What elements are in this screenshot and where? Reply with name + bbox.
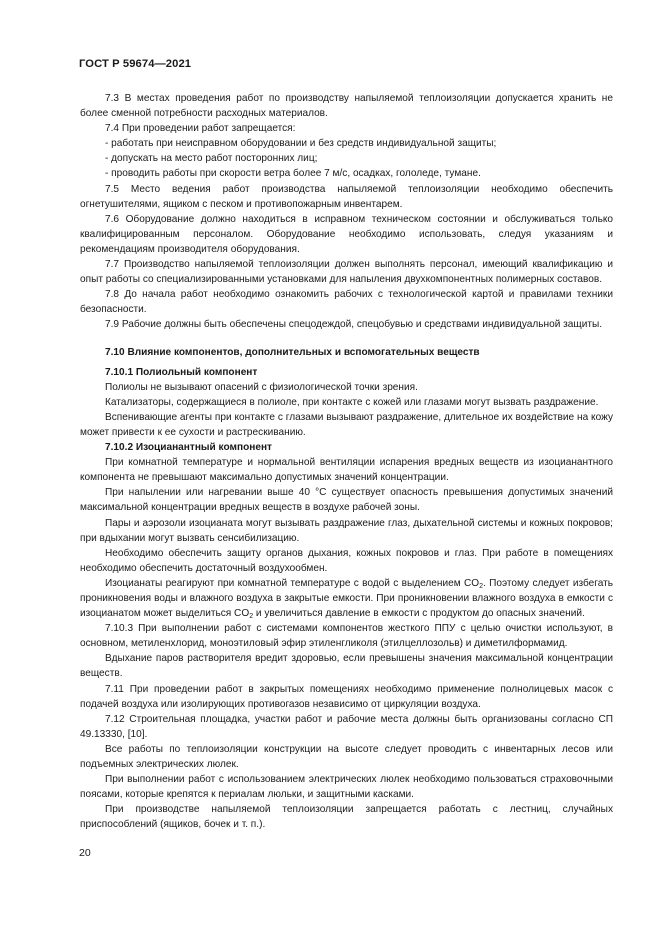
paragraph: Вдыхание паров растворителя вредит здоровью, если превышены значения максимальной концентрации веществ. <box>80 653 613 680</box>
paragraph: Пары и аэрозоли изоцианата могут вызывать раздражение глаз, дыхательной системы и кожных покровов; при вдыхании могут вызвать сенсибилизацию. <box>80 517 613 544</box>
clause-7-6: 7.6 Оборудование должно находиться в исправном техническом состоянии и обслуживаться только квалифицированным персоналом. Оборудование необходимо использовать, следуя указаниям и рекомендациям производителя оборудования. <box>80 213 613 255</box>
document-header <box>79 58 191 70</box>
paragraph: При выполнении работ с использованием электрических люлек необходимо пользоваться страховочными поясами, которые крепятся к периалам люльки, и защитными касками. <box>80 774 613 801</box>
clause-7-12: 7.12 Строительная площадка, участки работ и рабочие места должны быть организованы согласно СП 49.13330, [10]. <box>80 713 613 740</box>
list-item: - проводить работы при скорости ветра более 7 м/с, осадках, гололеде, тумане. <box>105 168 481 180</box>
clause-7-4: 7.4 При проведении работ запрещается: <box>105 123 296 135</box>
paragraph: При производстве напыляемой теплоизоляции запрещается работать с лестниц, случайных приспособлений (ящиков, бочек и т. п.). <box>80 804 613 831</box>
text-run: и увеличиться давление в емкости с продуктом до опасных значений. <box>253 608 585 620</box>
text-run: . Поэтому следует избегать проникновения воды и влажного воздуха в закрытые емкости. При проникновении влажного воздуха в емкости с изоцианатом может выделиться CO <box>80 577 613 620</box>
paragraph-co2 <box>80 576 613 621</box>
paragraph: При комнатной температуре и нормальной вентиляции испарения вредных веществ из изоцианантного компонента не превышают максимально допустимых значений концентрации. <box>80 457 613 484</box>
standard-code: ГОСТ Р 59674—2021 <box>79 58 192 70</box>
document-body <box>80 91 613 833</box>
paragraph: Вспенивающие агенты при контакте с глазами вызывают раздражение, длительное их воздействие на кожу может привести к ее сухости и растрескиванию. <box>80 411 613 438</box>
paragraph: При напылении или нагревании выше 40 °С существует опасность превышения допустимых значений максимальной концентрации вредных веществ в воздухе рабочей зоны. <box>80 487 613 514</box>
list-item: - работать при неисправном оборудовании и без средств индивидуальной защиты; <box>105 138 497 150</box>
clause-7-8: 7.8 До начала работ необходимо ознакомить рабочих с технологической картой и правилами техники безопасности. <box>80 289 613 316</box>
subscript: 2 <box>249 613 254 621</box>
clause-7-7: 7.7 Производство напыляемой теплоизоляции должен выполнять персонал, имеющий квалификацию и опыт работы со специализированными установками для напыления двухкомпонентных полимерных составов. <box>80 259 613 286</box>
section-title-7-10: 7.10 Влияние компонентов, дополнительных и вспомогательных веществ <box>105 346 480 358</box>
subsection-title-7-10-1: 7.10.1 Полиольный компонент <box>105 366 258 378</box>
clause-7-11: 7.11 При проведении работ в закрытых помещениях необходимо применение полнолицевых масок с подачей воздуха или изолирующих противогазов независимо от циркуляции воздуха. <box>80 683 613 710</box>
paragraph: Необходимо обеспечить защиту органов дыхания, кожных покровов и глаз. При работе в помещениях необходимо обеспечить достаточный воздухообмен. <box>80 547 613 574</box>
list-item: - допускать на место работ посторонних лиц; <box>105 153 318 165</box>
subsection-title-7-10-2: 7.10.2 Изоцианантный компонент <box>105 442 272 454</box>
clause-7-3: 7.3 В местах проведения работ по производству напыляемой теплоизоляции допускается хранить не более сменной потребности расходных материалов. <box>80 93 613 120</box>
clause-7-5: 7.5 Место ведения работ производства напыляемой теплоизоляции необходимо обеспечить огнетушителями, ящиком с песком и противопожарным инвентарем. <box>80 183 613 210</box>
text-run: Изоцианаты реагируют при комнатной температуре с водой с выделением CO <box>105 577 480 589</box>
paragraph: Все работы по теплоизоляции конструкции на высоте следует проводить с инвентарных лесов или подъемных электрических люлек. <box>80 743 613 771</box>
clause-7-10-3: 7.10.3 При выполнении работ с системами компонентов жесткого ППУ с целью очистки используют, в основном, метиленхлорид, моноэтиловый эфир этиленгликоля (этилцеллозольв) и диметилформамид. <box>80 623 613 650</box>
page-number: 20 <box>79 847 91 859</box>
subscript: 2 <box>479 582 483 590</box>
paragraph: Полиолы не вызывают опасений с физиологической точки зрения. <box>105 381 418 393</box>
paragraph: Катализаторы, содержащиеся в полиоле, при контакте с кожей или глазами могут вызвать раздражение. <box>105 396 599 408</box>
page-footer <box>79 847 91 859</box>
clause-7-9: 7.9 Рабочие должны быть обеспечены спецодеждой, спецобувью и средствами индивидуальной защиты. <box>105 319 603 331</box>
